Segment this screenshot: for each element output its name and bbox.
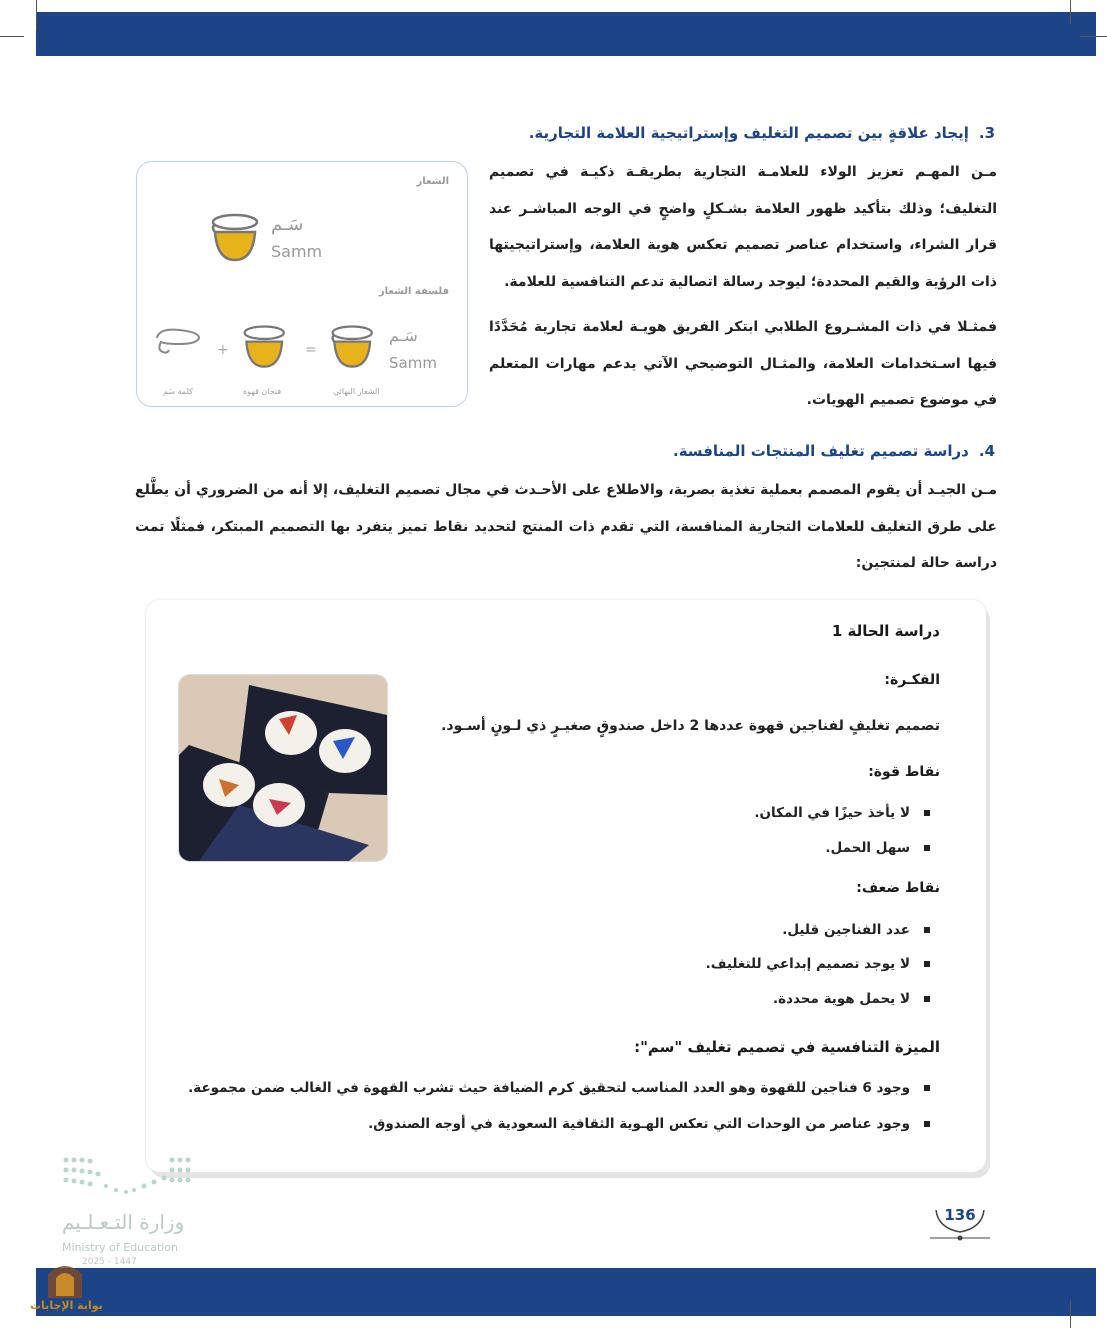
edition-year: 2025 - 1447 — [82, 1257, 137, 1267]
crop-mark — [1070, 1300, 1071, 1328]
brand-name-arabic: سَـم — [271, 214, 304, 235]
advantage-item: وجود 6 فناجين للقهوة وهو العدد المناسب لتحقيق كرم الضيافة حيث تشرب القهوة في الغالب ضمن مجموعة. — [188, 1080, 930, 1096]
page-number: 136 — [944, 1206, 976, 1224]
crop-mark — [0, 36, 24, 37]
section-3-paragraph-1: مـن المهـم تعزيز الولاء للعلامـة التجارية بطريقـة ذكيـة في تصميم التغليف؛ وذلك بتأكيد ظهور العلامة بشـكلٍ واضحٍ في الوجه المباشـر عند قرار الشراء، واستخدام عناصر تصميم تعكس هوية العلامة، وإستراتيجيتها ذات الرؤية والقيم المحددة؛ ليوجد رسالة اتصالية تدعم التنافسية للعلامة. — [489, 164, 997, 290]
crop-mark — [1080, 36, 1107, 37]
caption-cup: فنجان قهوة — [243, 387, 282, 396]
final-brand-english: Samm — [389, 354, 437, 372]
ministry-logo-dots-icon — [60, 1154, 200, 1198]
section-4-heading — [673, 442, 995, 460]
coffee-cup-icon — [241, 322, 291, 372]
coffee-cups-box-photo — [178, 674, 388, 862]
section-3-heading — [529, 124, 995, 142]
idea-text: تصميم تغليفٍ لفناجين قهوة عددها 2 داخل صندوقٍ صغيـرٍ ذي لـونٍ أسـود. — [441, 718, 940, 734]
word-samm-icon — [153, 324, 205, 358]
plus-sign: + — [217, 342, 229, 358]
caption-word: كلمة سَم — [163, 387, 193, 396]
strength-item: لا يأخذ حيزًا في المكان. — [754, 805, 930, 821]
strength-item: سهل الحمل. — [825, 840, 930, 856]
bottom-banner — [36, 1268, 1096, 1316]
crop-mark — [1070, 0, 1071, 24]
logo-philosophy-label: فلسفة الشعار — [378, 286, 449, 297]
caption-final: الشعار النهائي — [333, 387, 380, 396]
weakness-item: لا يوجد تصميم إبداعي للتغليف. — [706, 956, 930, 972]
ministry-name-english: Ministry of Education — [62, 1241, 179, 1254]
top-banner — [36, 12, 1096, 56]
final-logo-cup-icon — [329, 322, 379, 372]
weakness-item: عدد الفناجين قليل. — [782, 922, 930, 938]
coffee-cup-logo-icon — [209, 210, 265, 266]
section-3-title: إيجاد علاقةٍ بين تصميم التغليف وإستراتيجية العلامة التجارية. — [528, 124, 969, 142]
section-3-number: 3. — [978, 124, 995, 142]
final-brand-arabic: سَـم — [389, 326, 418, 345]
section-3-paragraph-2: فمثـلا في ذات المشـروع الطلابي ابتكر الفريق هويـة لعلامة تجارية مُحَدَّدًا فيها اسـتخدامات العلامة، والمثـال التوضيحي الآتي يدعم مهارات المتعلم في موضوع تصميم الهويات. — [489, 319, 997, 408]
logo-philosophy-box — [136, 161, 468, 407]
brand-name-english: Samm — [271, 242, 323, 261]
crop-mark — [36, 0, 37, 30]
advantage-item: وجود عناصر من الوحدات التي تعكس الهـوية الثقافية السعودية في أوجه الصندوق. — [368, 1116, 930, 1132]
watermark-logo-icon — [44, 1256, 86, 1300]
equals-sign: = — [305, 342, 317, 358]
section-4-number: 4. — [978, 442, 995, 460]
case-study-title: دراسة الحالة 1 — [831, 622, 940, 640]
weaknesses-label: نقاط ضعف: — [856, 880, 940, 896]
case-study-card — [146, 600, 986, 1172]
logo-label: الشعار — [416, 176, 449, 187]
section-4-title: دراسة تصميم تغليف المنتجات المنافسة. — [673, 442, 969, 460]
section-4-paragraph: مـن الجيـد أن يقوم المصمم بعملية تغذية بصرية، والاطلاع على الأحـدث في مجال تصميم التغليف، إلا أنه من الضروري أن يطَّلع على طرق التغليف للعلامات التجارية المنافسة، التي تقدم ذات المنتج لتحديد نقاط تميز يتفرد بها التصميم المبتكر، فمثلًا تمت دراسة حالة لمنتجين: — [135, 482, 997, 571]
watermark-text: بوابة الإجابات — [30, 1299, 103, 1312]
ministry-name-arabic: وزارة التـعـلـيم — [62, 1210, 185, 1234]
idea-label: الفكـرة: — [884, 672, 940, 688]
competitive-advantage-label: الميزة التنافسية في تصميم تغليف "سم": — [634, 1038, 940, 1056]
strengths-label: نقاط قوة: — [868, 764, 940, 780]
weakness-item: لا يحمل هوية محددة. — [773, 991, 930, 1007]
